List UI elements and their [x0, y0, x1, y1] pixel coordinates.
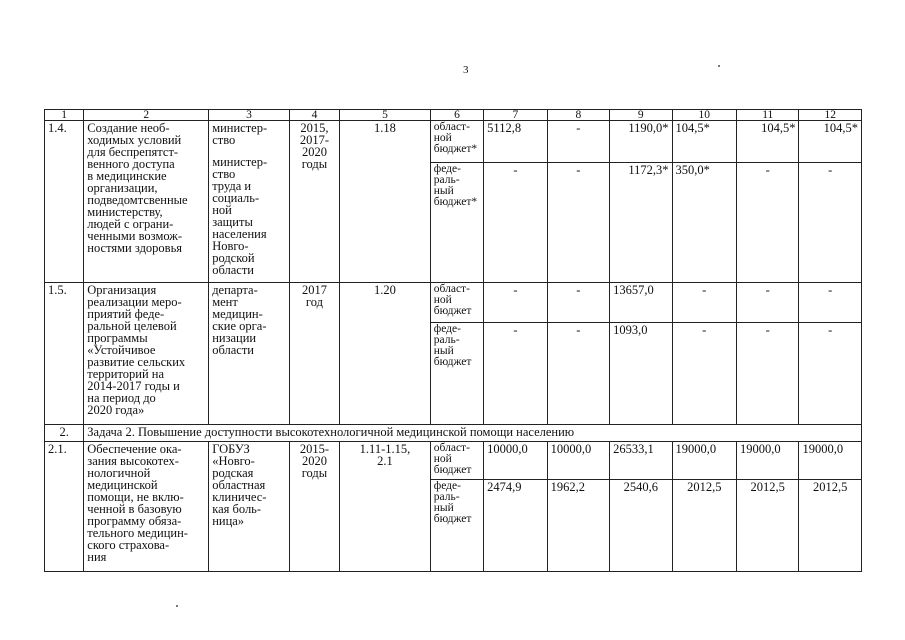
row-number: 1.4.	[45, 121, 84, 283]
value-cell: 2012,5	[672, 480, 736, 572]
value-cell: -	[799, 283, 862, 323]
value-cell: -	[737, 323, 799, 425]
value-cell: 19000,0	[799, 442, 862, 480]
funding-source: област- ной бюджет	[430, 442, 483, 480]
row-number: 2.1.	[45, 442, 84, 572]
value-cell: 104,5*	[672, 121, 736, 163]
col-header: 10	[672, 110, 736, 121]
target-code: 1.11-1.15, 2.1	[340, 442, 431, 572]
col-header: 7	[484, 110, 547, 121]
funding-source: феде- раль- ный бюджет	[430, 323, 483, 425]
value-cell: 19000,0	[737, 442, 799, 480]
value-cell: 13657,0	[610, 283, 672, 323]
col-header: 6	[430, 110, 483, 121]
col-header: 5	[340, 110, 431, 121]
period: 2015- 2020 годы	[289, 442, 339, 572]
value-cell: -	[672, 283, 736, 323]
value-cell: -	[737, 163, 799, 283]
value-cell: 104,5*	[799, 121, 862, 163]
value-cell: 2012,5	[737, 480, 799, 572]
value-cell: -	[484, 323, 547, 425]
executor: департа- мент медицин- ские орга- низации области	[209, 283, 290, 425]
value-cell: -	[799, 323, 862, 425]
value-cell: 1093,0	[610, 323, 672, 425]
value-cell: 2012,5	[799, 480, 862, 572]
executor: министер- ство министер- ство труда и социаль- ной защиты населения Новго- родской области	[209, 121, 290, 283]
measure-name: Создание необ- ходимых условий для беспрепятст- венного доступа в медицинские организации, подведомтсвенные министерству, людей с ограни- ченными возмож- ностями здоровья	[84, 121, 209, 283]
value-cell: -	[672, 323, 736, 425]
value-cell: -	[484, 163, 547, 283]
col-header: 2	[84, 110, 209, 121]
value-cell: -	[799, 163, 862, 283]
value-cell: -	[737, 283, 799, 323]
target-code: 1.20	[340, 283, 431, 425]
measure-name: Обеспечение ока- зания высокотех- нологичной медицинской помощи, не вклю- ченной в базовую программу обяза- тельного медицин- ского страхова- ния	[84, 442, 209, 572]
measure-name: Организация реализации меро- приятий феде- ральной целевой программы «Устойчивое развитие сельских территорий на 2014-2017 годы и на период до 2020 года»	[84, 283, 209, 425]
funding-source: феде- раль- ный бюджет	[430, 480, 483, 572]
table-row	[45, 121, 862, 163]
target-code: 1.18	[340, 121, 431, 283]
task-row	[45, 425, 862, 442]
row-number: 1.5.	[45, 283, 84, 425]
header-row	[45, 110, 862, 121]
value-cell: 19000,0	[672, 442, 736, 480]
value-cell: 1190,0*	[610, 121, 672, 163]
value-cell: 10000,0	[547, 442, 609, 480]
value-cell: 10000,0	[484, 442, 547, 480]
value-cell: 2474,9	[484, 480, 547, 572]
value-cell: 104,5*	[737, 121, 799, 163]
col-header: 8	[547, 110, 609, 121]
value-cell: 1172,3*	[610, 163, 672, 283]
period: 2015, 2017- 2020 годы	[289, 121, 339, 283]
table-row	[45, 283, 862, 323]
value-cell: -	[547, 323, 609, 425]
scan-speck	[176, 605, 178, 607]
value-cell: 350,0*	[672, 163, 736, 283]
table-row	[45, 442, 862, 480]
col-header: 3	[209, 110, 290, 121]
value-cell: -	[547, 163, 609, 283]
funding-source: област- ной бюджет*	[430, 121, 483, 163]
value-cell: -	[547, 121, 609, 163]
value-cell: 26533,1	[610, 442, 672, 480]
col-header: 1	[45, 110, 84, 121]
col-header: 11	[737, 110, 799, 121]
period: 2017 год	[289, 283, 339, 425]
value-cell: 1962,2	[547, 480, 609, 572]
funding-source: област- ной бюджет	[430, 283, 483, 323]
col-header: 4	[289, 110, 339, 121]
page-number: 3	[463, 64, 469, 76]
value-cell: -	[484, 283, 547, 323]
value-cell: -	[547, 283, 609, 323]
col-header: 9	[610, 110, 672, 121]
task-title: Задача 2. Повышение доступности высокотехнологичной медицинской помощи населению	[84, 425, 862, 442]
value-cell: 5112,8	[484, 121, 547, 163]
executor: ГОБУЗ «Новго- родская областная клиничес- кая боль- ница»	[209, 442, 290, 572]
scan-speck	[718, 65, 720, 67]
program-table	[44, 109, 862, 572]
value-cell: 2540,6	[610, 480, 672, 572]
row-number: 2.	[45, 425, 84, 442]
funding-source: феде- раль- ный бюджет*	[430, 163, 483, 283]
col-header: 12	[799, 110, 862, 121]
